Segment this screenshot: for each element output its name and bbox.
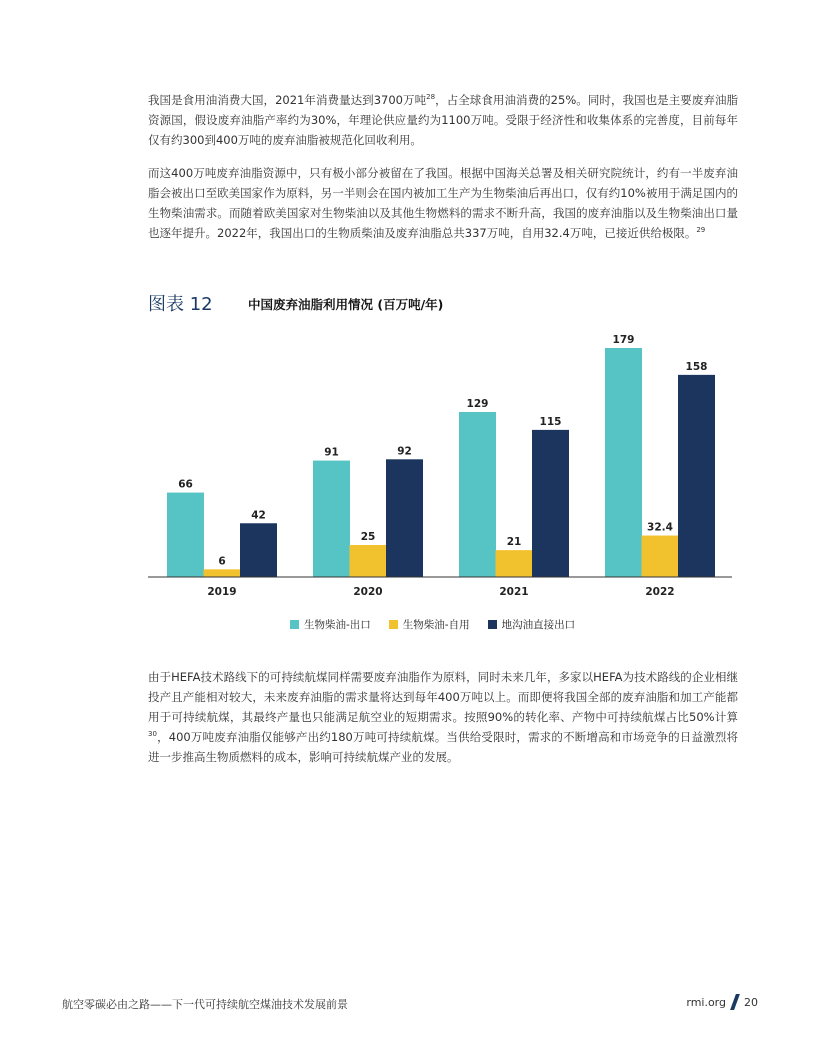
data-label-2020-series-2: 92 (397, 445, 412, 458)
legend-item-direct-export (488, 617, 576, 632)
bar-2022-series-2 (678, 375, 715, 577)
p2-text-a: 而这400万吨废弃油脂资源中，只有极小部分被留在了我国。根据中国海关总署及相关研究院统计，约有一半废弃油脂会被出口至欧美国家作为原料，另一半则会在国内被加工生产为生物柴油后再出口，仅有约10%被用于满足国内的生物柴油需求。而随着欧美国家对生物柴油以及其他生物燃料的需求不断升高，我国的废弃油脂以及生物柴油出口量也逐年提升。2022年，我国出口的生物质柴油及废弃油脂总共337万吨，自用32.4万吨，已接近供给极限。 (148, 166, 738, 240)
data-label-2019-series-0: 66 (178, 478, 193, 491)
x-tick-label-2022: 2022 (645, 586, 675, 598)
figure-title: 中国废弃油脂利用情况 (百万吨/年) (248, 297, 444, 312)
legend-swatch-self-use (389, 620, 398, 629)
data-label-2022-series-0: 179 (612, 334, 635, 346)
bar-2021-series-1 (496, 550, 533, 577)
bar-2021-series-2 (532, 430, 569, 577)
p3-text-b: ，400万吨废弃油脂仅能够产出约180万吨可持续航煤。当供给受限时，需求的不断增高和市场竞争的日益激烈将进一步推高生物质燃料的成本，影响可持续航煤产业的发展。 (148, 730, 738, 764)
data-label-2019-series-1: 6 (218, 555, 226, 568)
legend-swatch-export (290, 620, 299, 629)
slash-divider-icon (730, 994, 740, 1010)
bar-2019-series-2 (240, 523, 277, 577)
bar-2019-series-0 (167, 493, 204, 577)
footnote-ref-29[interactable]: 29 (696, 226, 706, 235)
paragraph-2 (148, 163, 738, 243)
page-number: 20 (744, 995, 758, 1009)
data-label-2022-series-2: 158 (685, 360, 708, 373)
footer-site-link[interactable]: rmi.org (686, 995, 726, 1009)
bar-2022-series-1 (642, 536, 679, 577)
data-label-2021-series-1: 21 (506, 536, 522, 549)
figure-label: 图表 12 (148, 294, 213, 315)
chart-legend (290, 616, 575, 632)
bar-2020-series-1 (350, 545, 387, 577)
legend-label-export: 生物柴油-出口 (304, 618, 371, 631)
paragraph-3 (148, 667, 738, 767)
data-label-2020-series-0: 91 (324, 446, 339, 459)
bar-2021-series-0 (459, 412, 496, 577)
data-label-2021-series-2: 115 (539, 415, 562, 428)
x-tick-label-2019: 2019 (207, 586, 237, 598)
footer-right (686, 994, 758, 1010)
x-tick-label-2021: 2021 (499, 586, 529, 598)
bar-2020-series-0 (313, 461, 350, 577)
legend-item-self-use (389, 617, 470, 632)
p3-text-a: 由于HEFA技术路线下的可持续航煤同样需要废弃油脂作为原料，同时未来几年，多家以HEFA为技术路线的企业相继投产且产能相对较大，未来废弃油脂的需求量将达到每年400万吨以上。而即便将我国全部的废弃油脂和加工产能都用于可持续航煤，其最终产量也只能满足航空业的短期需求。按照90%的转化率、产物中可持续航煤占比50%计算 (148, 670, 738, 724)
footnote-ref-30[interactable]: 30 (148, 730, 157, 739)
x-tick-label-2020: 2020 (353, 586, 383, 598)
bar-2022-series-0 (605, 348, 642, 577)
bar-2019-series-1 (204, 569, 241, 577)
p1-text-b: ，占全球食用油消费的25%。同时，我国也是主要废弃油脂资源国，假设废弃油脂产率约为30%，年理论供应量约为1100万吨。受限于经济性和收集体系的完善度，目前每年仅有约300到400万吨的废弃油脂被规范化回收利用。 (148, 93, 739, 147)
data-label-2019-series-2: 42 (251, 509, 266, 522)
p1-text-a: 我国是食用油消费大国，2021年消费量达到3700万吨 (148, 93, 427, 107)
footnote-ref-28[interactable]: 28 (426, 93, 436, 102)
bar-2020-series-2 (386, 459, 423, 577)
legend-swatch-direct-export (488, 620, 497, 629)
footer-title: 航空零碳必由之路——下一代可持续航空煤油技术发展前景 (62, 998, 348, 1011)
data-label-2021-series-0: 129 (466, 397, 489, 410)
paragraph-1 (148, 90, 738, 150)
legend-label-self-use: 生物柴油-自用 (402, 618, 470, 631)
legend-item-export (290, 617, 371, 632)
data-label-2020-series-1: 25 (360, 531, 376, 544)
data-label-2022-series-1: 32.4 (647, 521, 673, 534)
legend-label-direct-export: 地沟油直接出口 (501, 618, 576, 631)
